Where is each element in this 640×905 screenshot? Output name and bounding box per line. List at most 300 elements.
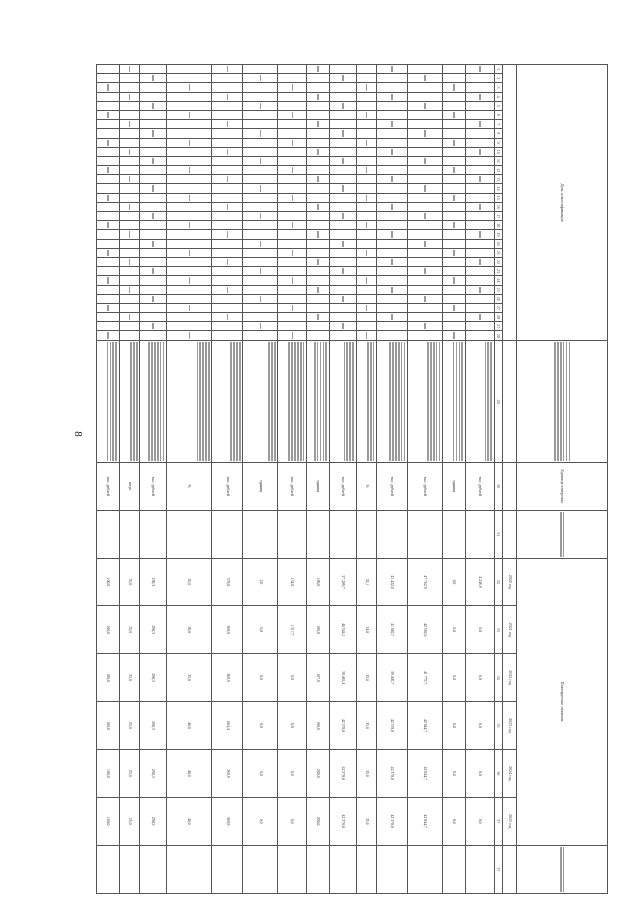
code-cell <box>443 294 466 303</box>
code-cell <box>140 239 167 248</box>
table-row <box>329 65 356 894</box>
code-cell <box>167 110 212 119</box>
code-cell <box>377 230 408 239</box>
note-cell <box>307 510 330 558</box>
code-cell <box>243 248 278 257</box>
code-cell <box>329 129 356 138</box>
code-cell <box>307 294 330 303</box>
index-cell: 23 <box>494 267 502 276</box>
code-cell <box>356 175 377 184</box>
value-cell: 100,0 <box>97 606 120 654</box>
code-cell <box>140 322 167 331</box>
code-cell <box>212 92 243 101</box>
code-cell <box>243 322 278 331</box>
code-cell <box>329 92 356 101</box>
row-name-cell <box>465 341 494 462</box>
code-cell <box>377 202 408 211</box>
code-cell <box>119 285 140 294</box>
rotated-table-sheet <box>96 64 608 894</box>
code-cell <box>97 74 120 83</box>
code-cell <box>465 230 494 239</box>
code-cell <box>140 285 167 294</box>
code-cell <box>243 175 278 184</box>
code-cell <box>97 202 120 211</box>
value-cell: 34,0 <box>356 606 377 654</box>
code-cell <box>443 276 466 285</box>
code-cell <box>140 193 167 202</box>
index-cell: 29 <box>494 341 502 462</box>
index-cell: 37 <box>494 845 502 893</box>
code-cell <box>356 313 377 322</box>
last-cell <box>377 845 408 893</box>
code-cell <box>377 303 408 312</box>
code-cell <box>278 166 307 175</box>
code-cell <box>212 285 243 294</box>
code-cell <box>97 322 120 331</box>
subheader-last <box>502 845 516 893</box>
last-cell <box>307 845 330 893</box>
code-cell <box>465 322 494 331</box>
code-cell <box>329 294 356 303</box>
code-cell <box>243 129 278 138</box>
code-cell <box>212 257 243 266</box>
code-cell <box>97 285 120 294</box>
last-cell <box>465 845 494 893</box>
index-cell: 26 <box>494 294 502 303</box>
code-cell <box>97 92 120 101</box>
code-cell <box>377 138 408 147</box>
last-cell <box>243 845 278 893</box>
code-cell <box>329 267 356 276</box>
code-cell <box>377 331 408 341</box>
value-cell: 30,0 <box>167 606 212 654</box>
code-cell <box>278 184 307 193</box>
code-cell <box>119 331 140 341</box>
code-cell <box>465 129 494 138</box>
code-cell <box>329 193 356 202</box>
code-cell <box>329 285 356 294</box>
code-cell <box>443 138 466 147</box>
code-cell <box>408 129 443 138</box>
value-cell: 55,0 <box>119 654 140 702</box>
index-cell: 31 <box>494 510 502 558</box>
code-cell <box>212 267 243 276</box>
code-cell <box>140 331 167 341</box>
code-cell <box>167 147 212 156</box>
row-name-cell <box>408 341 443 462</box>
code-cell <box>278 239 307 248</box>
code-cell <box>140 175 167 184</box>
header-unit: Единица измерения <box>517 462 608 510</box>
code-cell <box>443 221 466 230</box>
code-cell <box>278 110 307 119</box>
code-cell <box>140 294 167 303</box>
code-cell <box>140 138 167 147</box>
note-cell <box>243 510 278 558</box>
code-cell <box>243 294 278 303</box>
table-row <box>167 65 212 894</box>
code-cell <box>356 74 377 83</box>
code-cell <box>243 221 278 230</box>
code-cell <box>408 92 443 101</box>
code-cell <box>243 212 278 221</box>
code-cell <box>97 193 120 202</box>
code-cell <box>167 212 212 221</box>
code-cell <box>243 276 278 285</box>
value-cell: 25,0 <box>167 558 212 606</box>
code-cell <box>97 276 120 285</box>
value-cell: 40,0 <box>167 797 212 845</box>
value-cell: 37 289,7 <box>329 558 356 606</box>
code-cell <box>167 101 212 110</box>
code-cell <box>140 129 167 138</box>
code-cell <box>443 101 466 110</box>
value-cell: 298,3 <box>140 702 167 750</box>
code-cell <box>408 156 443 165</box>
code-cell <box>243 101 278 110</box>
code-cell <box>167 294 212 303</box>
code-cell <box>356 221 377 230</box>
value-cell: 0,0 <box>278 797 307 845</box>
code-cell <box>119 175 140 184</box>
code-cell <box>278 303 307 312</box>
code-cell <box>212 83 243 92</box>
index-cell: 14 <box>494 184 502 193</box>
value-cell: 41 775,7 <box>408 654 443 702</box>
code-cell <box>243 184 278 193</box>
code-cell <box>243 202 278 211</box>
code-cell <box>119 313 140 322</box>
note-cell <box>377 510 408 558</box>
code-cell <box>212 101 243 110</box>
code-cell <box>97 175 120 184</box>
code-cell <box>119 212 140 221</box>
code-cell <box>408 221 443 230</box>
code-cell <box>329 202 356 211</box>
code-cell <box>278 175 307 184</box>
code-cell <box>465 74 494 83</box>
code-cell <box>97 239 120 248</box>
code-cell <box>408 230 443 239</box>
code-cell <box>167 74 212 83</box>
code-cell <box>307 331 330 341</box>
value-cell: 0,0 <box>443 797 466 845</box>
value-cell: 39 405,7 <box>377 654 408 702</box>
code-cell <box>167 138 212 147</box>
code-cell <box>329 313 356 322</box>
code-cell <box>329 212 356 221</box>
code-cell <box>167 303 212 312</box>
code-cell <box>278 294 307 303</box>
code-cell <box>212 156 243 165</box>
code-cell <box>307 65 330 74</box>
code-cell <box>329 322 356 331</box>
note-cell <box>278 510 307 558</box>
code-cell <box>278 156 307 165</box>
table-row <box>377 65 408 894</box>
code-cell <box>167 202 212 211</box>
code-cell <box>443 248 466 257</box>
index-cell: 20 <box>494 239 502 248</box>
code-cell <box>377 147 408 156</box>
value-cell: 100,0 <box>97 558 120 606</box>
code-cell <box>140 230 167 239</box>
code-cell <box>243 285 278 294</box>
value-cell: 0,0 <box>443 606 466 654</box>
index-cell: 37 <box>494 797 502 845</box>
code-cell <box>408 239 443 248</box>
value-cell: 298,3 <box>140 606 167 654</box>
value-cell: 42 844,7 <box>408 749 443 797</box>
subheader-note <box>502 510 516 558</box>
index-cell: 10 <box>494 147 502 156</box>
code-cell <box>243 138 278 147</box>
code-cell <box>465 65 494 74</box>
code-cell <box>167 221 212 230</box>
code-cell <box>329 156 356 165</box>
code-cell <box>243 74 278 83</box>
index-cell: 30 <box>494 462 502 510</box>
code-cell <box>243 239 278 248</box>
code-cell <box>212 175 243 184</box>
code-cell <box>408 331 443 341</box>
note-cell <box>167 510 212 558</box>
code-cell <box>278 221 307 230</box>
code-cell <box>307 138 330 147</box>
code-cell <box>329 166 356 175</box>
code-cell <box>377 322 408 331</box>
index-cell: 18 <box>494 221 502 230</box>
value-cell: 200,0 <box>307 749 330 797</box>
value-cell: 42 378,8 <box>329 702 356 750</box>
code-cell <box>465 267 494 276</box>
code-cell <box>465 138 494 147</box>
value-cell: 40,0 <box>167 749 212 797</box>
code-cell <box>307 267 330 276</box>
unit-cell: тыс. рублей <box>329 462 356 510</box>
value-cell: 47 762,9 <box>408 558 443 606</box>
code-cell <box>356 230 377 239</box>
code-cell <box>140 257 167 266</box>
code-cell <box>119 147 140 156</box>
code-cell <box>465 166 494 175</box>
code-cell <box>356 212 377 221</box>
code-cell <box>377 101 408 110</box>
value-cell: 0,0 <box>243 797 278 845</box>
code-cell <box>140 101 167 110</box>
code-cell <box>278 230 307 239</box>
value-cell: 369,9 <box>212 654 243 702</box>
code-cell <box>465 212 494 221</box>
code-cell <box>443 239 466 248</box>
note-cell <box>140 510 167 558</box>
code-cell <box>356 65 377 74</box>
code-cell <box>97 65 120 74</box>
code-cell <box>212 322 243 331</box>
value-cell: 39 463,4 <box>329 654 356 702</box>
code-cell <box>377 248 408 257</box>
code-cell <box>408 322 443 331</box>
value-cell: 55,0 <box>119 749 140 797</box>
value-cell: 42 378,8 <box>329 749 356 797</box>
code-cell <box>465 303 494 312</box>
code-cell <box>443 230 466 239</box>
code-cell <box>356 248 377 257</box>
code-cell <box>278 202 307 211</box>
code-cell <box>443 331 466 341</box>
code-cell <box>377 120 408 129</box>
subheader-unit <box>502 462 516 510</box>
code-cell <box>307 285 330 294</box>
value-cell: 42 844,7 <box>408 702 443 750</box>
value-cell: 2,0 <box>243 558 278 606</box>
code-cell <box>119 202 140 211</box>
code-cell <box>119 184 140 193</box>
code-cell <box>97 230 120 239</box>
code-cell <box>329 239 356 248</box>
index-cell: 27 <box>494 303 502 312</box>
unit-cell: тыс. рублей <box>377 462 408 510</box>
code-cell <box>140 74 167 83</box>
code-cell <box>307 193 330 202</box>
index-cell: 35 <box>494 702 502 750</box>
code-cell <box>443 92 466 101</box>
code-cell <box>356 166 377 175</box>
code-cell <box>443 267 466 276</box>
note-cell <box>212 510 243 558</box>
code-cell <box>212 184 243 193</box>
value-cell: 35,0 <box>167 654 212 702</box>
value-cell: 42 592,6 <box>408 606 443 654</box>
code-cell <box>212 221 243 230</box>
index-cell: 25 <box>494 285 502 294</box>
code-cell <box>465 101 494 110</box>
code-cell <box>97 156 120 165</box>
code-cell <box>278 248 307 257</box>
index-cell: 6 <box>494 110 502 119</box>
value-cell: 0,0 <box>443 558 466 606</box>
code-cell <box>377 285 408 294</box>
code-cell <box>140 212 167 221</box>
code-cell <box>212 239 243 248</box>
code-cell <box>97 83 120 92</box>
code-cell <box>212 294 243 303</box>
index-cell: 7 <box>494 120 502 129</box>
code-cell <box>443 74 466 83</box>
code-cell <box>97 212 120 221</box>
code-cell <box>443 193 466 202</box>
code-cell <box>278 276 307 285</box>
code-cell <box>97 184 120 193</box>
table-row <box>307 65 330 894</box>
program-table <box>96 64 608 894</box>
code-cell <box>307 184 330 193</box>
code-cell <box>278 322 307 331</box>
row-name-cell <box>377 341 408 462</box>
code-cell <box>307 120 330 129</box>
code-cell <box>377 294 408 303</box>
code-cell <box>278 92 307 101</box>
code-cell <box>377 129 408 138</box>
code-cell <box>119 138 140 147</box>
code-cell <box>408 65 443 74</box>
code-cell <box>140 92 167 101</box>
code-cell <box>329 120 356 129</box>
code-cell <box>140 120 167 129</box>
value-cell: 4 246,9 <box>465 558 494 606</box>
code-cell <box>329 184 356 193</box>
note-cell <box>443 510 466 558</box>
code-cell <box>307 175 330 184</box>
code-cell <box>377 276 408 285</box>
code-cell <box>408 83 443 92</box>
code-cell <box>97 303 120 312</box>
row-name-cell <box>167 341 212 462</box>
unit-cell: тыс. рублей <box>212 462 243 510</box>
code-cell <box>278 129 307 138</box>
value-cell: 378,8 <box>212 558 243 606</box>
code-cell <box>408 202 443 211</box>
code-cell <box>377 257 408 266</box>
code-cell <box>465 239 494 248</box>
page-number: 8 <box>72 431 84 437</box>
table-row <box>356 65 377 894</box>
code-cell <box>307 313 330 322</box>
code-cell <box>329 65 356 74</box>
code-cell <box>140 303 167 312</box>
code-cell <box>465 285 494 294</box>
index-cell: 19 <box>494 230 502 239</box>
index-cell: 2 <box>494 74 502 83</box>
code-cell <box>119 92 140 101</box>
value-cell: 55,0 <box>119 606 140 654</box>
index-cell: 22 <box>494 257 502 266</box>
code-cell <box>329 230 356 239</box>
code-cell <box>443 313 466 322</box>
row-name-cell <box>140 341 167 462</box>
unit-cell: % <box>167 462 212 510</box>
unit-cell: единиц <box>443 462 466 510</box>
code-cell <box>356 129 377 138</box>
code-cell <box>377 193 408 202</box>
code-cell <box>356 83 377 92</box>
code-cell <box>408 120 443 129</box>
code-cell <box>167 92 212 101</box>
code-cell <box>356 101 377 110</box>
code-cell <box>212 147 243 156</box>
last-cell <box>356 845 377 893</box>
code-cell <box>356 285 377 294</box>
code-cell <box>408 101 443 110</box>
table-body <box>97 65 495 894</box>
code-cell <box>140 267 167 276</box>
code-cell <box>243 303 278 312</box>
code-cell <box>119 129 140 138</box>
row-name-cell <box>307 341 330 462</box>
index-cell: 28 <box>494 313 502 322</box>
last-cell <box>408 845 443 893</box>
code-cell <box>443 120 466 129</box>
value-cell: 41 422,0 <box>377 558 408 606</box>
code-cell <box>356 156 377 165</box>
code-cell <box>278 257 307 266</box>
code-cell <box>377 110 408 119</box>
unit-cell: тыс. рублей <box>408 462 443 510</box>
code-cell <box>377 267 408 276</box>
code-cell <box>97 267 120 276</box>
code-cell <box>307 212 330 221</box>
code-cell <box>212 276 243 285</box>
